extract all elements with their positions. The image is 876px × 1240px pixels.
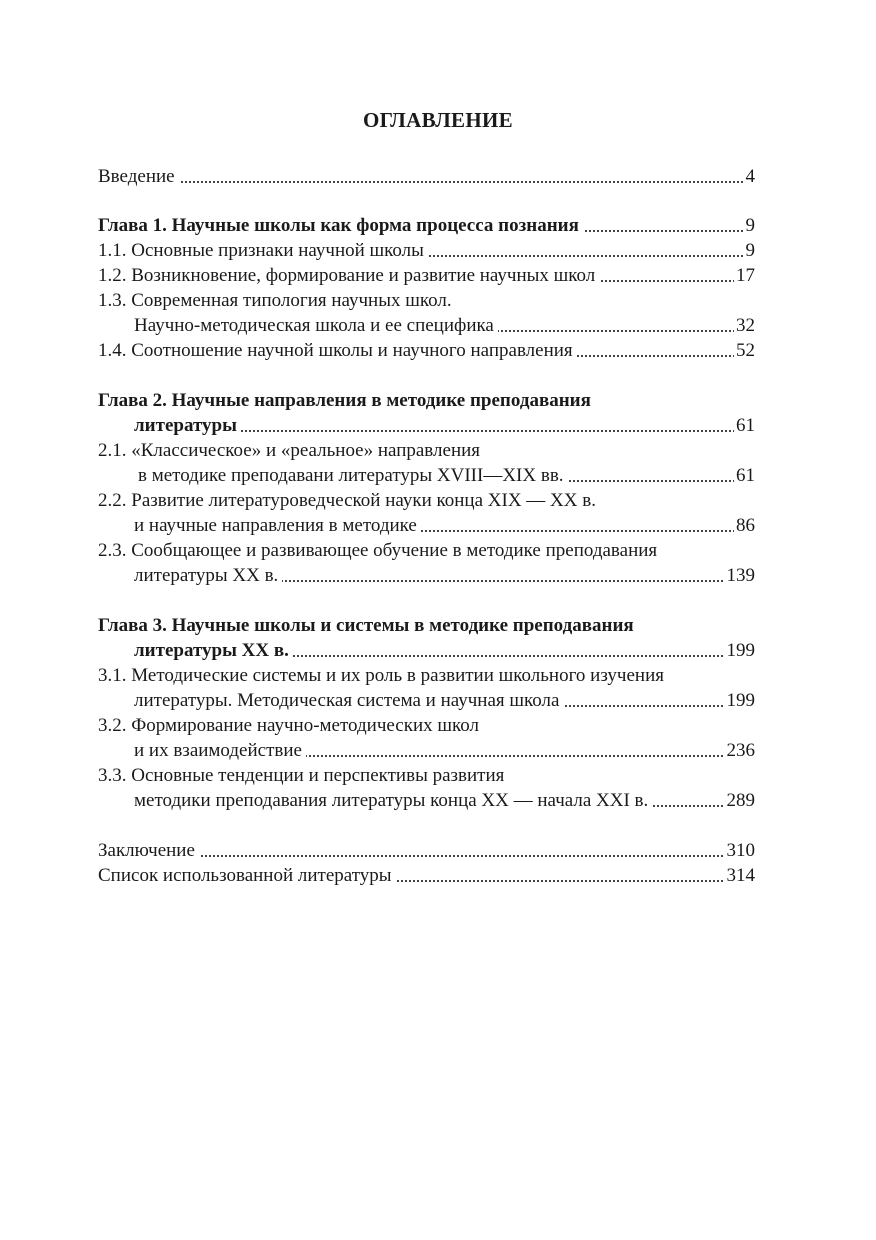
toc-page-number: 61	[736, 465, 755, 486]
toc-entry-text: 1.1. Основные признаки научной школы	[98, 240, 428, 261]
toc-entry-conclusion[interactable]	[98, 838, 755, 863]
toc-section-1-1[interactable]	[98, 238, 755, 263]
toc-chapter-1[interactable]	[98, 213, 755, 238]
toc-entry-text: Введение	[98, 166, 179, 187]
toc-page-number: 289	[726, 790, 755, 811]
toc-page-number: 199	[726, 690, 755, 711]
toc-entry-text: 3.3. Основные тенденции и перспективы развития	[98, 765, 508, 786]
toc-entry-text: методики преподавания литературы конца XX — начала XXI в.	[134, 790, 652, 811]
toc-section-2-3[interactable]	[98, 563, 755, 588]
toc-page-number: 314	[726, 865, 755, 886]
toc-section-2-3-heading	[98, 538, 755, 563]
toc-page-number: 61	[736, 415, 755, 436]
toc-page-number: 139	[726, 565, 755, 586]
toc-entry-text: Глава 3. Научные школы и системы в методике преподавания	[98, 615, 638, 636]
toc-entry-text: и их взаимодействие	[134, 740, 306, 761]
toc-entry-text: в методике преподавани литературы XVIII—XIX вв.	[138, 465, 568, 486]
toc-page-number: 9	[745, 240, 755, 261]
toc-section-3-2-heading	[98, 713, 755, 738]
toc-page-number: 199	[726, 640, 755, 661]
toc-section-2-2-heading	[98, 488, 755, 513]
toc-chapter-3-heading	[98, 613, 755, 638]
toc-section-2-1[interactable]	[98, 463, 755, 488]
toc-page-number: 310	[726, 840, 755, 861]
page-title: ОГЛАВЛЕНИЕ	[363, 108, 513, 132]
toc-section-2-1-heading	[98, 438, 755, 463]
toc-chapter-2[interactable]	[98, 413, 755, 438]
toc-page-number: 52	[736, 340, 755, 361]
toc-section-3-2[interactable]	[98, 738, 755, 763]
toc-section-1-3[interactable]	[98, 313, 755, 338]
toc-entry-text: литературы XX в.	[134, 565, 282, 586]
toc-entry-text: 2.1. «Классическое» и «реальное» направления	[98, 440, 484, 461]
toc-entry-text: 3.1. Методические системы и их роль в развитии школьного изучения	[98, 665, 668, 686]
toc-section-1-4[interactable]	[98, 338, 755, 363]
toc-entry-text: 1.3. Современная типология научных школ.	[98, 290, 456, 311]
toc-section-1-3-heading	[98, 288, 755, 313]
toc-page-number: 9	[745, 215, 755, 236]
toc-page-number: 86	[736, 515, 755, 536]
toc-section-3-1-heading	[98, 663, 755, 688]
toc-entry-text: Заключение	[98, 840, 199, 861]
toc-entry-text: 1.4. Соотношение научной школы и научного направления	[98, 340, 577, 361]
toc-entry-text: литературы XX в.	[134, 640, 293, 661]
toc-entry-references[interactable]	[98, 863, 755, 888]
toc-entry-text: литературы	[134, 415, 241, 436]
toc-chapter-3[interactable]	[98, 638, 755, 663]
toc-entry-text: Глава 1. Научные школы как форма процесса познания	[98, 215, 583, 236]
toc-entry-intro[interactable]	[98, 164, 755, 189]
toc-entry-text: 1.2. Возникновение, формирование и развитие научных школ	[98, 265, 599, 286]
dot-leader	[98, 181, 755, 183]
toc-page-number: 17	[736, 265, 755, 286]
toc-section-3-3[interactable]	[98, 788, 755, 813]
toc-section-3-3-heading	[98, 763, 755, 788]
toc-entry-text: литературы. Методическая система и научная школа	[134, 690, 563, 711]
toc-entry-text: 2.2. Развитие литературоведческой науки конца XIX — XX в.	[98, 490, 600, 511]
toc-chapter-2-heading	[98, 388, 755, 413]
toc-section-2-2[interactable]	[98, 513, 755, 538]
toc-section-3-1[interactable]	[98, 688, 755, 713]
toc-page-number: 32	[736, 315, 755, 336]
toc-page-number: 4	[745, 166, 755, 187]
toc-entry-text: Научно-методическая школа и ее специфика	[134, 315, 498, 336]
toc-section-1-2[interactable]	[98, 263, 755, 288]
toc-entry-text: 3.2. Формирование научно-методических школ	[98, 715, 483, 736]
toc-page-number: 236	[726, 740, 755, 761]
toc-entry-text: и научные направления в методике	[134, 515, 421, 536]
toc-entry-text: Список использованной литературы	[98, 865, 396, 886]
toc-entry-text: Глава 2. Научные направления в методике преподавания	[98, 390, 595, 411]
toc-entry-text: 2.3. Сообщающее и развивающее обучение в методике преподавания	[98, 540, 661, 561]
